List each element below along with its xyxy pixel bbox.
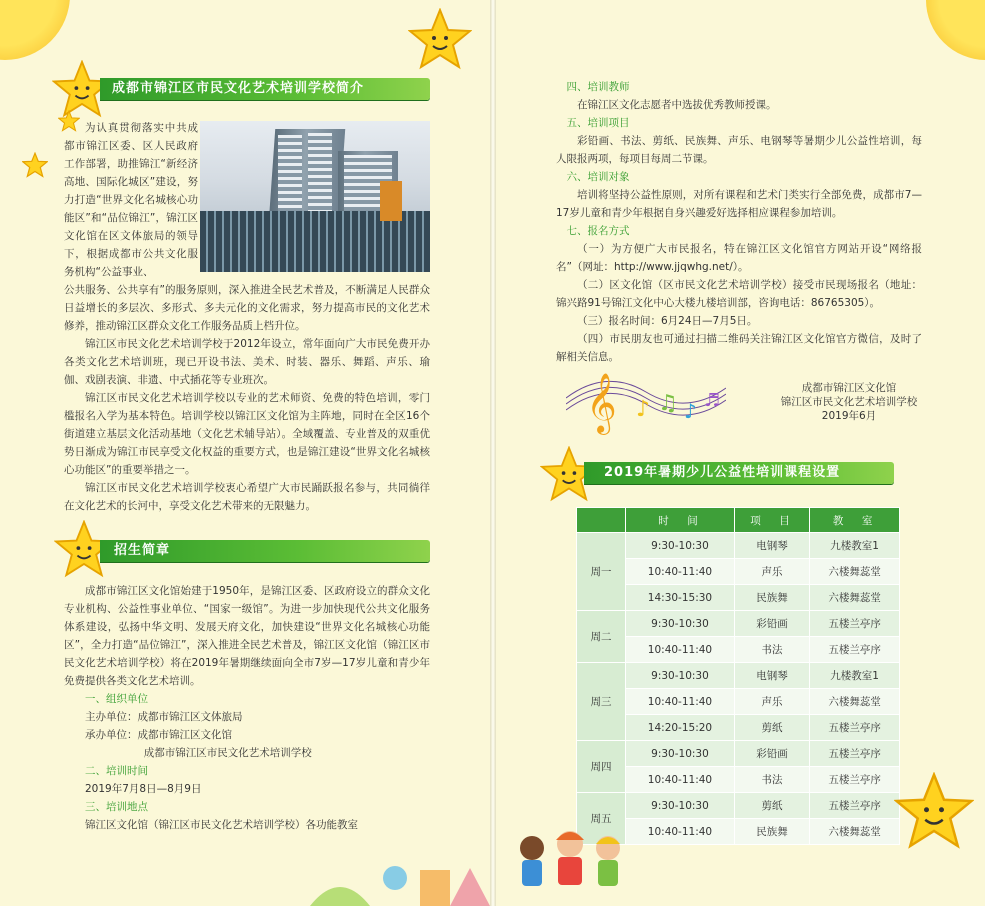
room-cell: 五楼兰亭序 <box>810 767 900 793</box>
section-heading: 二、培训时间 <box>85 765 148 777</box>
recruit-title: 招生简章 <box>114 543 171 558</box>
table-row <box>577 793 900 819</box>
target-text: 培训将坚持公益性原则，对所有课程和艺术门类实行全部免费，成都市7—17岁儿童和青少年根据自身兴趣爱好选择相应课程参加培训。 <box>556 189 922 219</box>
svg-text:♪: ♪ <box>684 399 697 423</box>
time-cell: 10:40-11:40 <box>626 767 735 793</box>
doodle-decoration <box>300 848 490 906</box>
sun-icon <box>0 0 70 60</box>
co-organizer-2: 成都市锦江区市民文化艺术培训学校 <box>143 747 312 759</box>
section-heading: 七、报名方式 <box>566 225 630 237</box>
section-heading: 三、培训地点 <box>85 801 148 813</box>
room-cell: 六楼舞蕊堂 <box>810 559 900 585</box>
project-cell: 民族舞 <box>734 819 809 845</box>
schedule-title: 2019年暑期少儿公益性培训课程设置 <box>604 465 841 480</box>
table-row <box>577 767 900 793</box>
time-cell: 9:30-10:30 <box>626 793 735 819</box>
building-photo <box>200 121 430 272</box>
project-cell: 剪纸 <box>734 793 809 819</box>
signature-line-2: 锦江区市民文化艺术培训学校 <box>780 396 918 408</box>
project-cell: 书法 <box>734 637 809 663</box>
table-header-corner <box>577 508 626 533</box>
project-cell: 书法 <box>734 767 809 793</box>
signature-block <box>760 381 938 423</box>
time-cell: 10:40-11:40 <box>626 689 735 715</box>
room-cell: 五楼兰亭序 <box>810 793 900 819</box>
project-cell: 彩铅画 <box>734 741 809 767</box>
day-cell: 周一 <box>577 533 626 611</box>
section-heading: 五、培训项目 <box>566 117 630 129</box>
signature-line-1: 成都市锦江区文化馆 <box>801 382 897 394</box>
teachers-text: 在锦江区文化志愿者中选拔优秀教师授课。 <box>577 99 777 111</box>
room-cell: 五楼兰亭序 <box>810 637 900 663</box>
right-text <box>556 78 922 366</box>
svg-text:♫: ♫ <box>658 391 678 416</box>
left-page <box>0 0 490 906</box>
table-row <box>577 585 900 611</box>
section-heading: 六、培训对象 <box>566 171 630 183</box>
room-cell: 九楼教室1 <box>810 533 900 559</box>
time-cell: 9:30-10:30 <box>626 663 735 689</box>
room-cell: 六楼舞蕊堂 <box>810 819 900 845</box>
table-row <box>577 637 900 663</box>
time-cell: 14:20-15:20 <box>626 715 735 741</box>
intro-paragraph: 锦江区市民文化艺术培训学校于2012年设立，常年面向广大市民免费开办各类文化艺术培训班，现已开设书法、美术、时装、器乐、舞蹈、声乐、瑜伽、戏剧表演、非遗、中式插花等专业班次。 <box>64 338 430 386</box>
project-cell: 民族舞 <box>734 585 809 611</box>
training-place: 锦江区文化馆（锦江区市民文化艺术培训学校）各功能教室 <box>85 819 358 831</box>
table-header-row <box>577 508 900 533</box>
signature-date: 2019年6月 <box>821 410 877 422</box>
intro-paragraph: 锦江区市民文化艺术培训学校以专业的艺术师资、免费的特色培训，零门槛报名入学为基本特色。培训学校以锦江区文化馆为主阵地，同时在全区16个街道建立基层文化活动基地（文化艺术辅导站）。全域覆盖、专业普及的双重优势日渐成为锦江市民享受文化权益的重要方式，也是锦江建设“世界文化名城核心功能区”的重要举措之一。 <box>64 392 430 476</box>
time-cell: 10:40-11:40 <box>626 637 735 663</box>
room-cell: 六楼舞蕊堂 <box>810 689 900 715</box>
project-cell: 声乐 <box>734 689 809 715</box>
recruit-text <box>64 582 430 834</box>
time-cell: 10:40-11:40 <box>626 559 735 585</box>
registration-onsite: （二）区文化馆（区市民文化艺术培训学校）接受市民现场报名（地址：锦兴路91号锦江文化中心大楼九楼培训部，咨询电话：86765305）。 <box>556 279 922 309</box>
intro-paragraph: 锦江区市民文化艺术培训学校衷心希望广大市民踊跃报名参与，共同徜徉在文化艺术的长河中，享受文化艺术带来的无限魅力。 <box>64 482 430 512</box>
section-heading: 一、组织单位 <box>85 693 148 705</box>
recruit-title-bar <box>100 540 430 562</box>
co-organizer: 承办单位：成都市锦江区文化馆 <box>85 729 232 741</box>
room-cell: 九楼教室1 <box>810 663 900 689</box>
intro-title-bar <box>100 78 430 100</box>
organizer: 主办单位：成都市锦江区文体旅局 <box>85 711 243 723</box>
table-header-project: 项 目 <box>734 508 809 533</box>
project-cell: 电钢琴 <box>734 663 809 689</box>
table-row <box>577 689 900 715</box>
project-cell: 电钢琴 <box>734 533 809 559</box>
svg-text:♬: ♬ <box>704 390 721 411</box>
table-row <box>577 715 900 741</box>
table-row <box>577 559 900 585</box>
star-icon <box>22 152 48 178</box>
time-cell: 14:30-15:30 <box>626 585 735 611</box>
time-cell: 10:40-11:40 <box>626 819 735 845</box>
table-header-room: 教 室 <box>810 508 900 533</box>
training-time: 2019年7月8日—8月9日 <box>85 783 202 795</box>
svg-text:𝄞: 𝄞 <box>586 373 617 433</box>
time-cell: 9:30-10:30 <box>626 533 735 559</box>
day-cell: 周二 <box>577 611 626 663</box>
table-header-time: 时 间 <box>626 508 735 533</box>
star-icon <box>408 8 472 70</box>
table-row <box>577 611 900 637</box>
table-row <box>577 741 900 767</box>
registration-wechat: （四）市民朋友也可通过扫描二维码关注锦江区文化馆官方微信，及时了解相关信息。 <box>556 333 922 363</box>
registration-time: （三）报名时间：6月24日—7月5日。 <box>577 315 758 327</box>
section-heading: 四、培训教师 <box>566 81 630 93</box>
project-cell: 声乐 <box>734 559 809 585</box>
day-cell: 周五 <box>577 793 626 845</box>
day-cell: 周四 <box>577 741 626 793</box>
recruit-paragraph: 成都市锦江区文化馆始建于1950年，是锦江区委、区政府设立的群众文化专业机构、公益性事业单位、“国家一级馆”。为进一步加快现代公共文化服务体系建设，弘扬中华文明、发展天府文化，加快建设“世界文化名城核心功能区”，全力打造“品位锦江”，深入推进全民艺术普及，锦江区文化馆（锦江区市民文化艺术培训学校）将在2019年暑期继续面向全市7岁—17岁儿童和青少年免费提供各类文化艺术培训。 <box>64 585 430 687</box>
intro-wrap-text <box>64 119 198 281</box>
intro-wrap-text-cont: 公共服务、公共享有”的服务原则，深入推进全民艺术普及，不断满足人民群众日益增长的多层次、多形式、多夫元化的文化需求，努力提高市民的文化艺术修养，推动锦江区群众文化工作服务品质上档升位。 锦江区市民文化艺术培训学校于2012年设立，常年面向广大市民免费开办各类文化艺术培训班，现已开设书法、美术、时装、器乐、舞蹈、声乐、瑜伽、戏剧表演、非遗、中式插花等专业班次。 锦江区市民文化艺术培训学校以专业的艺术师资、免费的特色培训，零门槛报名入学为基本特色。培训学校以锦江区文化馆为主阵地，同时在全区16个街道建立基层文化活动基地（文化艺术辅导站）。全域覆盖、专业普及的双重优势日渐成为锦江市民享受文化权益的重要方式，也是锦江建设“世界文化名城核心功能区”的重要举措之一。 锦江区市民文化艺术培训学校衷心希望广大市民踊跃报名参与，共同徜徉在文化艺术的长河中，享受文化艺术带来的无限魅力。 <box>64 281 430 515</box>
schedule-body <box>577 533 900 845</box>
table-row <box>577 663 900 689</box>
project-cell: 彩铅画 <box>734 611 809 637</box>
schedule-table <box>576 507 900 845</box>
svg-text:♪: ♪ <box>636 397 651 422</box>
registration-online: （一）为方便广大市民报名，特在锦江区文化馆官方网站开设“网络报名”（网址：http://www.jjqwhg.net/）。 <box>556 243 922 273</box>
time-cell: 9:30-10:30 <box>626 611 735 637</box>
room-cell: 六楼舞蕊堂 <box>810 585 900 611</box>
schedule-title-bar <box>584 462 894 484</box>
room-cell: 五楼兰亭序 <box>810 715 900 741</box>
room-cell: 五楼兰亭序 <box>810 611 900 637</box>
time-cell: 9:30-10:30 <box>626 741 735 767</box>
project-cell: 剪纸 <box>734 715 809 741</box>
kids-icon <box>510 826 630 904</box>
star-icon <box>894 772 974 850</box>
day-cell: 周三 <box>577 663 626 741</box>
music-notes-icon <box>566 358 726 440</box>
intro-title: 成都市锦江区市民文化艺术培训学校简介 <box>112 81 365 96</box>
table-row <box>577 533 900 559</box>
intro-paragraph: 为认真贯彻落实中共成都市锦江区委、区人民政府工作部署，助推锦江“新经济高地、国际化城区”建设，努力打造“世界文化名城核心功能区”和“品位锦江”，锦江区文化馆在区文体旅局的领导下，根据成都市公共文化服务机构“公益事业、 <box>64 122 198 278</box>
sun-icon <box>926 0 985 60</box>
projects-text: 彩铅画、书法、剪纸、民族舞、声乐、电钢琴等暑期少儿公益性培训，每人限报两项，每项目每周二节课。 <box>556 135 922 165</box>
room-cell: 五楼兰亭序 <box>810 741 900 767</box>
